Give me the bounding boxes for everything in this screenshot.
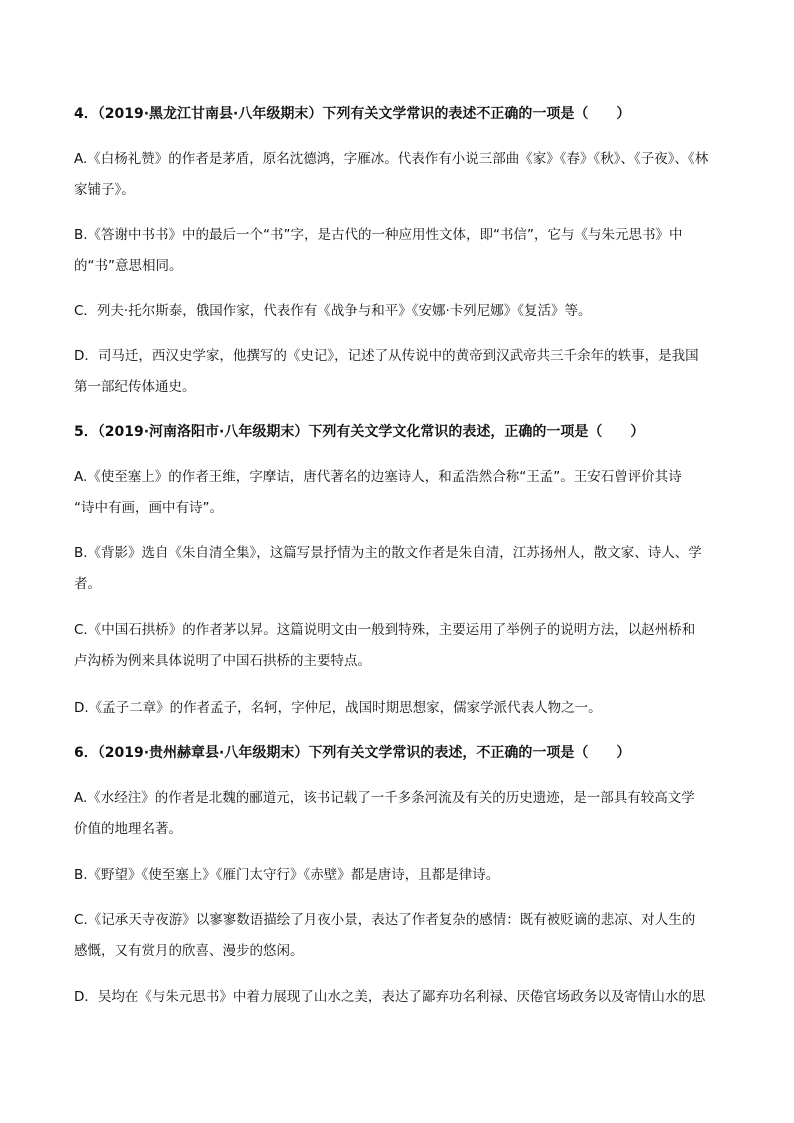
question-5-option-d: D.《孟子二章》的作者孟子，名轲，字仲尼，战国时期思想家，儒家学派代表人物之一。 <box>74 700 602 716</box>
question-5-option-b-line-2: 者。 <box>74 576 101 592</box>
question-5-option-a-line-1: A.《使至塞上》的作者王维，字摩诘，唐代著名的边塞诗人，和孟浩然合称“王孟”。王安石曾评价其诗 <box>74 469 682 485</box>
question-6-option-c-line-2: 感慨，又有赏月的欣喜、漫步的悠闲。 <box>74 943 304 959</box>
question-6-option-a-line-2: 价值的地理名著。 <box>74 821 182 837</box>
question-4-stem: 4．（2019·黑龙江甘南县·八年级期末）下列有关文学常识的表述不正确的一项是（ ） <box>74 106 631 122</box>
question-4-option-b-line-1: B.《答谢中书书》中的最后一个“书”字，是古代的一种应用性文体，即“书信”，它与《与朱元思书》中 <box>74 227 683 243</box>
question-4-option-d-line-1: D．司马迁，西汉史学家，他撰写的《史记》，记述了从传说中的黄帝到汉武帝共三千余年的轶事，是我国 <box>74 348 699 364</box>
question-6-option-c-line-1: C.《记承天寺夜游》以寥寥数语描绘了月夜小景，表达了作者复杂的感情：既有被贬谪的悲凉、对人生的 <box>74 912 696 928</box>
question-6-stem: 6．（2019·贵州赫章县·八年级期末）下列有关文学常识的表述，不正确的一项是（ ） <box>74 745 631 761</box>
question-5-stem: 5．（2019·河南洛阳市·八年级期末）下列有关文学文化常识的表述，正确的一项是（ ） <box>74 424 645 440</box>
question-4-option-a-line-2: 家铺子》。 <box>74 182 135 198</box>
question-6-option-b: B.《野望》《使至塞上》《雁门太守行》《赤壁》都是唐诗，且都是律诗。 <box>74 867 500 883</box>
question-6-option-d-line-1: D．吴均在《与朱元思书》中着力展现了山水之美，表达了鄙弃功名利禄、厌倦官场政务以及寄情山水的思 <box>74 989 706 1005</box>
question-5-option-b-line-1: B.《背影》选自《朱自清全集》，这篇写景抒情为主的散文作者是朱自清，江苏扬州人，散文家、诗人、学 <box>74 545 702 561</box>
question-6-option-a-line-1: A.《水经注》的作者是北魏的郦道元，该书记载了一千多条河流及有关的历史遗迹，是一部具有较高文学 <box>74 790 695 806</box>
question-4-option-d-line-2: 第一部纪传体通史。 <box>74 379 196 395</box>
question-5-option-a-line-2: “诗中有画，画中有诗”。 <box>74 500 223 516</box>
question-4-option-c: C．列夫·托尔斯泰，俄国作家，代表作有《战争与和平》《安娜·卡列尼娜》《复活》等。 <box>74 303 592 319</box>
question-4-option-b-line-2: 的“书”意思相同。 <box>74 258 183 274</box>
question-5-option-c-line-2: 卢沟桥为例来具体说明了中国石拱桥的主要特点。 <box>74 653 371 669</box>
question-4-option-a-line-1: A.《白杨礼赞》的作者是茅盾，原名沈德鸿，字雁冰。代表作有小说三部曲《家》《春》《秋》、《子夜》、《林 <box>74 151 709 167</box>
question-5-option-c-line-1: C.《中国石拱桥》的作者茅以昇。这篇说明文由一般到特殊，主要运用了举例子的说明方法，以赵州桥和 <box>74 622 696 638</box>
